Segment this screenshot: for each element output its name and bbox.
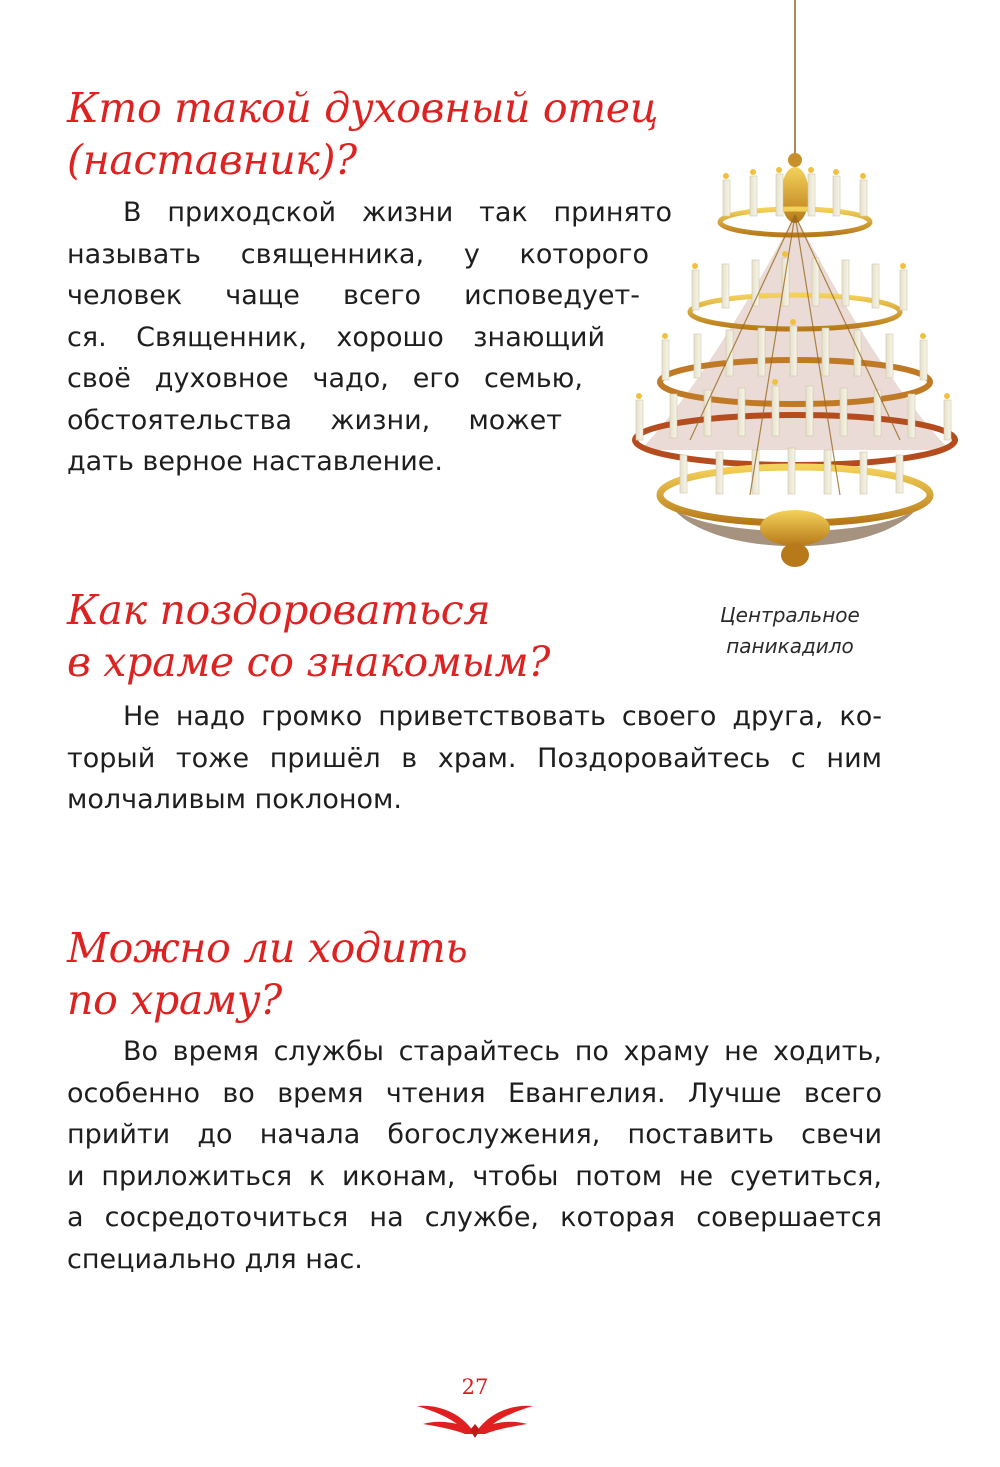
- text-line: дать верное наставление.: [67, 446, 443, 477]
- section-2-heading: [67, 584, 627, 688]
- text-line: обстоятельства жизни, может: [67, 404, 562, 436]
- section-3-heading: [67, 922, 627, 1026]
- heading-line: Кто такой духовный отец: [67, 84, 659, 132]
- heading-line: по храму?: [67, 976, 282, 1024]
- chandelier-illustration: [600, 0, 990, 590]
- heading-line: в храме со знакомым?: [67, 638, 551, 686]
- image-caption: [690, 600, 890, 662]
- text-line: особенно во время чтения Евангелия. Лучше всего: [67, 1077, 882, 1109]
- heading-line: Как поздороваться: [67, 586, 491, 634]
- text-line: специально для нас.: [67, 1243, 363, 1275]
- text-line: человек чаще всего исповедует-: [67, 280, 640, 311]
- text-line: а сосредоточиться на службе, которая совершается: [67, 1202, 882, 1233]
- text-line: Во время службы старайтесь по храму не ходить,: [123, 1036, 882, 1067]
- heading-line: Можно ли ходить: [67, 924, 468, 972]
- section-2-paragraph: [67, 696, 882, 821]
- section-3-paragraph: [67, 1031, 882, 1280]
- text-line: называть священника, у которого: [67, 238, 649, 270]
- section-1-heading: [67, 82, 667, 186]
- caption-line: паникадило: [726, 634, 854, 658]
- text-line: торый тоже пришёл в храм. Поздоровайтесь с ним: [67, 742, 882, 774]
- wings-ornament-icon: [415, 1394, 535, 1440]
- text-line: В приходской жизни так принято: [123, 197, 672, 228]
- heading-line: (наставник)?: [67, 136, 357, 184]
- text-line: и приложиться к иконам, чтобы потом не суетиться,: [67, 1160, 882, 1192]
- section-1-paragraph: [67, 192, 672, 483]
- text-line: ся. Священник, хорошо знающий: [67, 321, 605, 353]
- text-line: Не надо громко приветствовать своего друга, ко-: [123, 701, 882, 732]
- text-line: молчаливым поклоном.: [67, 784, 403, 815]
- page-number: 27: [461, 1375, 489, 1399]
- text-line: своё духовное чадо, его семью,: [67, 363, 583, 394]
- caption-line: Центральное: [720, 603, 860, 627]
- text-line: прийти до начала богослужения, поставить свечи: [67, 1119, 882, 1150]
